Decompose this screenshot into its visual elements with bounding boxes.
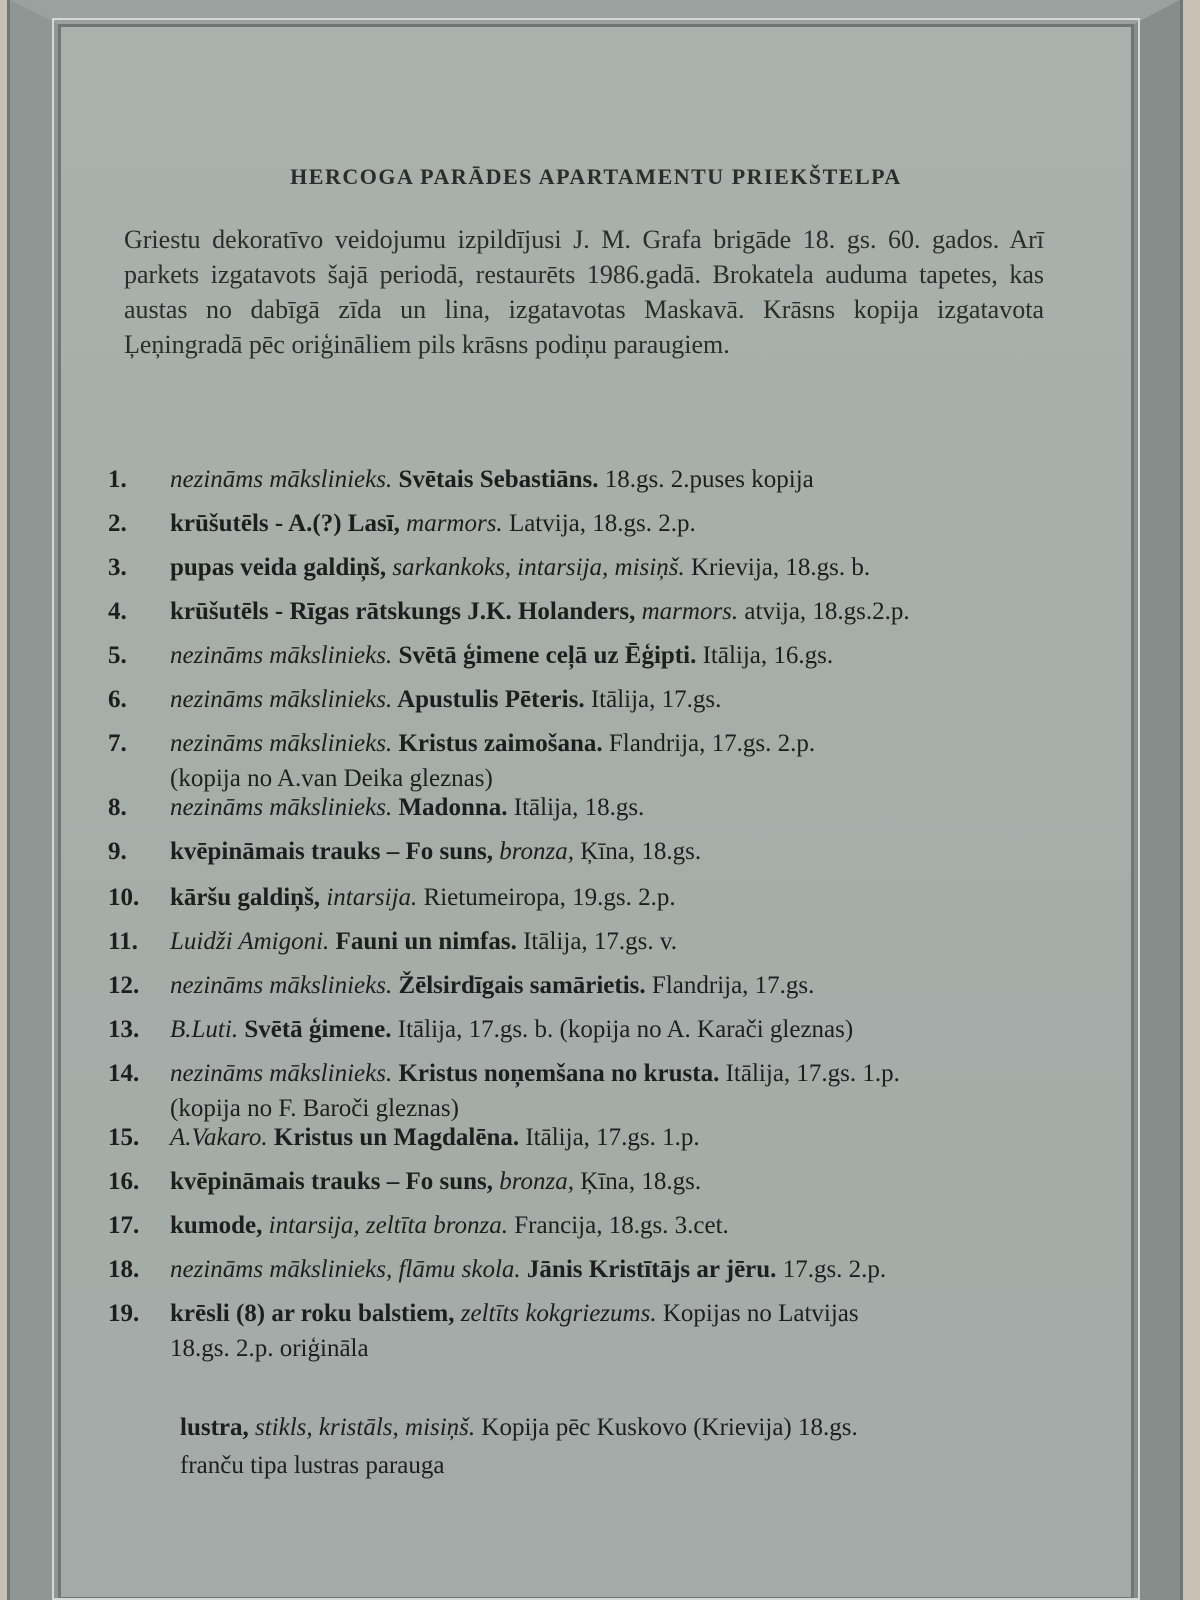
item-text [170,594,1120,629]
item-part-b: Jānis Kristītājs ar jēru. [520,1256,777,1283]
info-sheet [58,24,1134,1600]
item-part-b: intarsija. [320,884,418,911]
item-part-b: bronza, [493,1168,575,1195]
picture-frame [10,0,1180,1600]
item-part-d: 18.gs. 2.p. oriģināla [170,1335,369,1362]
item-number: 7. [108,730,127,757]
item-number: 8. [108,794,127,821]
item-number: 12. [108,972,140,999]
item-part-a: kvēpināmais trauks – Fo suns, [170,838,493,865]
item-number: 6. [108,686,127,713]
item-part-a: nezināms mākslinieks. [170,794,393,821]
footer-subject: lustra, [180,1414,249,1441]
item-part-b: Kristus zaimošana. [392,730,603,757]
item-number: 11. [108,928,138,955]
item-part-b: intarsija, zeltīta bronza. [262,1212,509,1239]
item-part-b: Žēlsirdīgais samārietis. [392,972,646,999]
item-part-b: marmors. [399,510,503,537]
item-number: 13. [108,1016,140,1043]
item-text [170,1252,1120,1287]
item-number: 1. [108,466,127,493]
item-text [170,924,1120,959]
item-text [170,834,1120,869]
item-part-a: A.Vakaro. [170,1124,268,1151]
item-part-c: Ķīna, 18.gs. [574,838,702,865]
item-part-b: marmors. [635,598,739,625]
item-text [170,880,1120,915]
item-part-c: Francija, 18.gs. 3.cet. [508,1212,729,1239]
item-number: 9. [108,838,127,865]
item-part-b: Svētā ģimene. [238,1016,392,1043]
item-part-a: krūšutēls - A.(?) Lasī, [170,510,400,537]
item-part-a: pupas veida galdiņš, [170,554,387,581]
item-part-a: nezināms mākslinieks. [170,730,393,757]
item-part-a: nezināms mākslinieks, flāmu skola. [170,1256,521,1283]
item-number: 17. [108,1212,140,1239]
item-text [170,790,1120,825]
item-part-b: Apustulis Pēteris. [392,686,585,713]
item-part-d: (kopija no F. Baroči gleznas) [170,1095,459,1122]
item-part-c: Rietumeiropa, 19.gs. 2.p. [417,884,676,911]
item-part-a: kvēpināmais trauks – Fo suns, [170,1168,493,1195]
item-part-c: Itālija, 18.gs. [507,794,645,821]
item-text [170,1164,1120,1199]
footer-note [180,1409,1080,1485]
item-part-a: nezināms mākslinieks. [170,972,393,999]
item-part-c: Itālija, 17.gs. 1.p. [719,1060,900,1087]
item-number: 18. [108,1256,140,1283]
page-title: HERCOGA PARĀDES APARTAMENTU PRIEKŠTELPA [290,164,902,189]
item-part-b: Kristus un Magdalēna. [267,1124,520,1151]
item-number: 15. [108,1124,140,1151]
item-text [170,968,1120,1003]
item-part-a: nezināms mākslinieks. [170,642,393,669]
item-part-b: Kristus noņemšana no krusta. [392,1060,720,1087]
item-part-a: nezināms mākslinieks. [170,686,393,713]
footer-continuation: franču tipa lustras parauga [180,1452,445,1479]
item-part-c: Latvija, 18.gs. 2.p. [502,510,696,537]
item-part-a: nezināms mākslinieks. [170,1060,393,1087]
item-part-c: Itālija, 17.gs. b. (kopija no A. Karači gleznas) [391,1016,854,1043]
item-part-a: kumode, [170,1212,263,1239]
item-text [170,1012,1120,1047]
item-part-c: atvija, 18.gs.2.p. [738,598,910,625]
item-part-b: Svētā ģimene ceļā uz Ēģipti. [392,642,697,669]
footer-materials: stikls, kristāls, misiņš. [248,1414,476,1441]
item-part-c: Itālija, 16.gs. [696,642,834,669]
item-text [170,726,1120,796]
item-part-c: Itālija, 17.gs. v. [516,928,678,955]
item-part-b: zeltīts kokgriezums. [454,1300,657,1327]
item-number: 4. [108,598,127,625]
item-part-c: 18.gs. 2.puses kopija [598,466,814,493]
item-part-b: sarkankoks, intarsija, misiņš. [386,554,685,581]
item-part-c: Kopijas no Latvijas [656,1300,859,1327]
item-part-c: Itālija, 17.gs. 1.p. [519,1124,700,1151]
item-number: 3. [108,554,127,581]
item-part-d: (kopija no A.van Deika gleznas) [170,765,493,792]
item-part-a: krūšutēls - Rīgas rātskungs J.K. Holanders, [170,598,636,625]
item-part-b: Fauni un nimfas. [329,928,517,955]
item-part-a: Luidži Amigoni. [170,928,330,955]
item-text [170,550,1120,585]
item-part-a: krēsli (8) ar roku balstiem, [170,1300,455,1327]
item-part-b: Madonna. [392,794,508,821]
footer-origin: Kopija pēc Kuskovo (Krievija) 18.gs. [475,1414,858,1441]
item-number: 10. [108,884,140,911]
item-text [170,506,1120,541]
item-text [170,1296,1120,1366]
item-part-c: Itālija, 17.gs. [584,686,722,713]
item-part-c: Flandrija, 17.gs. [645,972,815,999]
item-part-b: Svētais Sebastiāns. [392,466,599,493]
item-part-a: nezināms mākslinieks. [170,466,393,493]
item-text [170,462,1120,497]
item-part-c: 17.gs. 2.p. [776,1256,887,1283]
item-part-a: kāršu galdiņš, [170,884,321,911]
item-number: 14. [108,1060,140,1087]
item-text [170,1056,1120,1126]
item-number: 19. [108,1300,140,1327]
item-text [170,682,1120,717]
item-part-c: Krievija, 18.gs. b. [684,554,871,581]
item-number: 5. [108,642,127,669]
item-number: 2. [108,510,127,537]
item-text [170,1208,1120,1243]
intro-paragraph: Griestu dekoratīvo veidojumu izpildījusi J. M. Grafa brigāde 18. gs. 60. gados. Arī parkets izgatavots šajā periodā, restaurēts 1986.gadā. Brokatela auduma tapetes, kas austas no dabīgā zīda un lina, izgatavotas Maskavā. Krāsns kopija izgatavota Ļeņingradā pēc oriģināliem pils krāsns podiņu paraugiem. [124,225,1044,359]
item-part-b: bronza, [493,838,575,865]
item-text [170,638,1120,673]
item-part-a: B.Luti. [170,1016,239,1043]
item-number: 16. [108,1168,140,1195]
item-part-c: Ķīna, 18.gs. [574,1168,702,1195]
item-part-c: Flandrija, 17.gs. 2.p. [602,730,816,757]
item-text [170,1120,1120,1155]
